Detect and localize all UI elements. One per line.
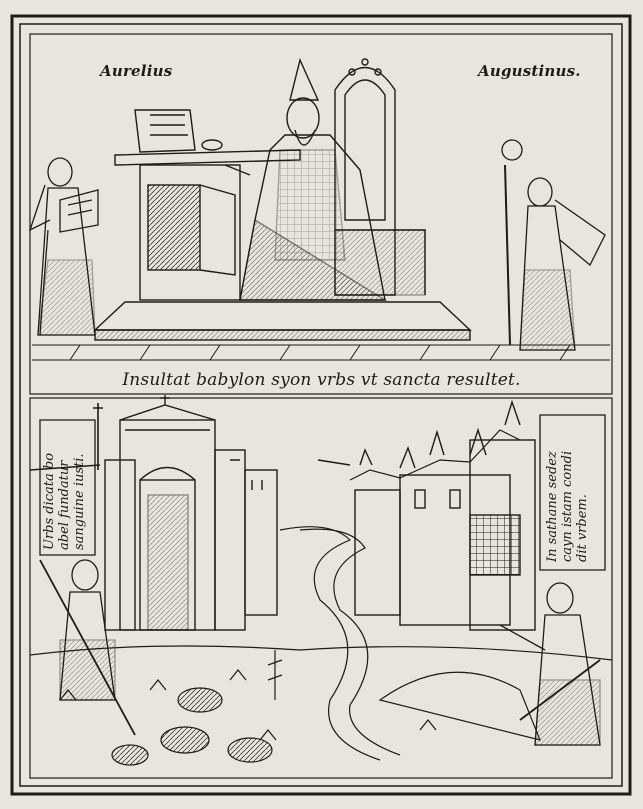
- landscape: [30, 527, 612, 760]
- platform: [95, 302, 470, 340]
- city-babylon: [318, 402, 535, 630]
- sheep-flock: [112, 688, 272, 765]
- banner-cain-line: In sathane sedez: [545, 451, 560, 562]
- left-angel: [30, 158, 98, 335]
- banner-cain-line: cayn istam condi: [560, 450, 575, 562]
- banner-abel-line: sanguine iusti.: [72, 453, 87, 550]
- banner-abel: [42, 420, 87, 550]
- throne: [335, 59, 425, 295]
- caption-aurelius: Aurelius: [100, 62, 173, 80]
- banner-cain: [545, 432, 590, 562]
- banner-abel-line: abel fundatur: [57, 460, 72, 550]
- right-angel: [502, 140, 605, 350]
- banner-abel-line: Urbs dicata bo: [42, 452, 57, 550]
- caption-motto: Insultat babylon syon vrbs vt sancta resultet.: [122, 370, 521, 390]
- caption-augustinus: Augustinus.: [478, 62, 581, 80]
- banner-cain-line: dit vrbem.: [575, 494, 590, 562]
